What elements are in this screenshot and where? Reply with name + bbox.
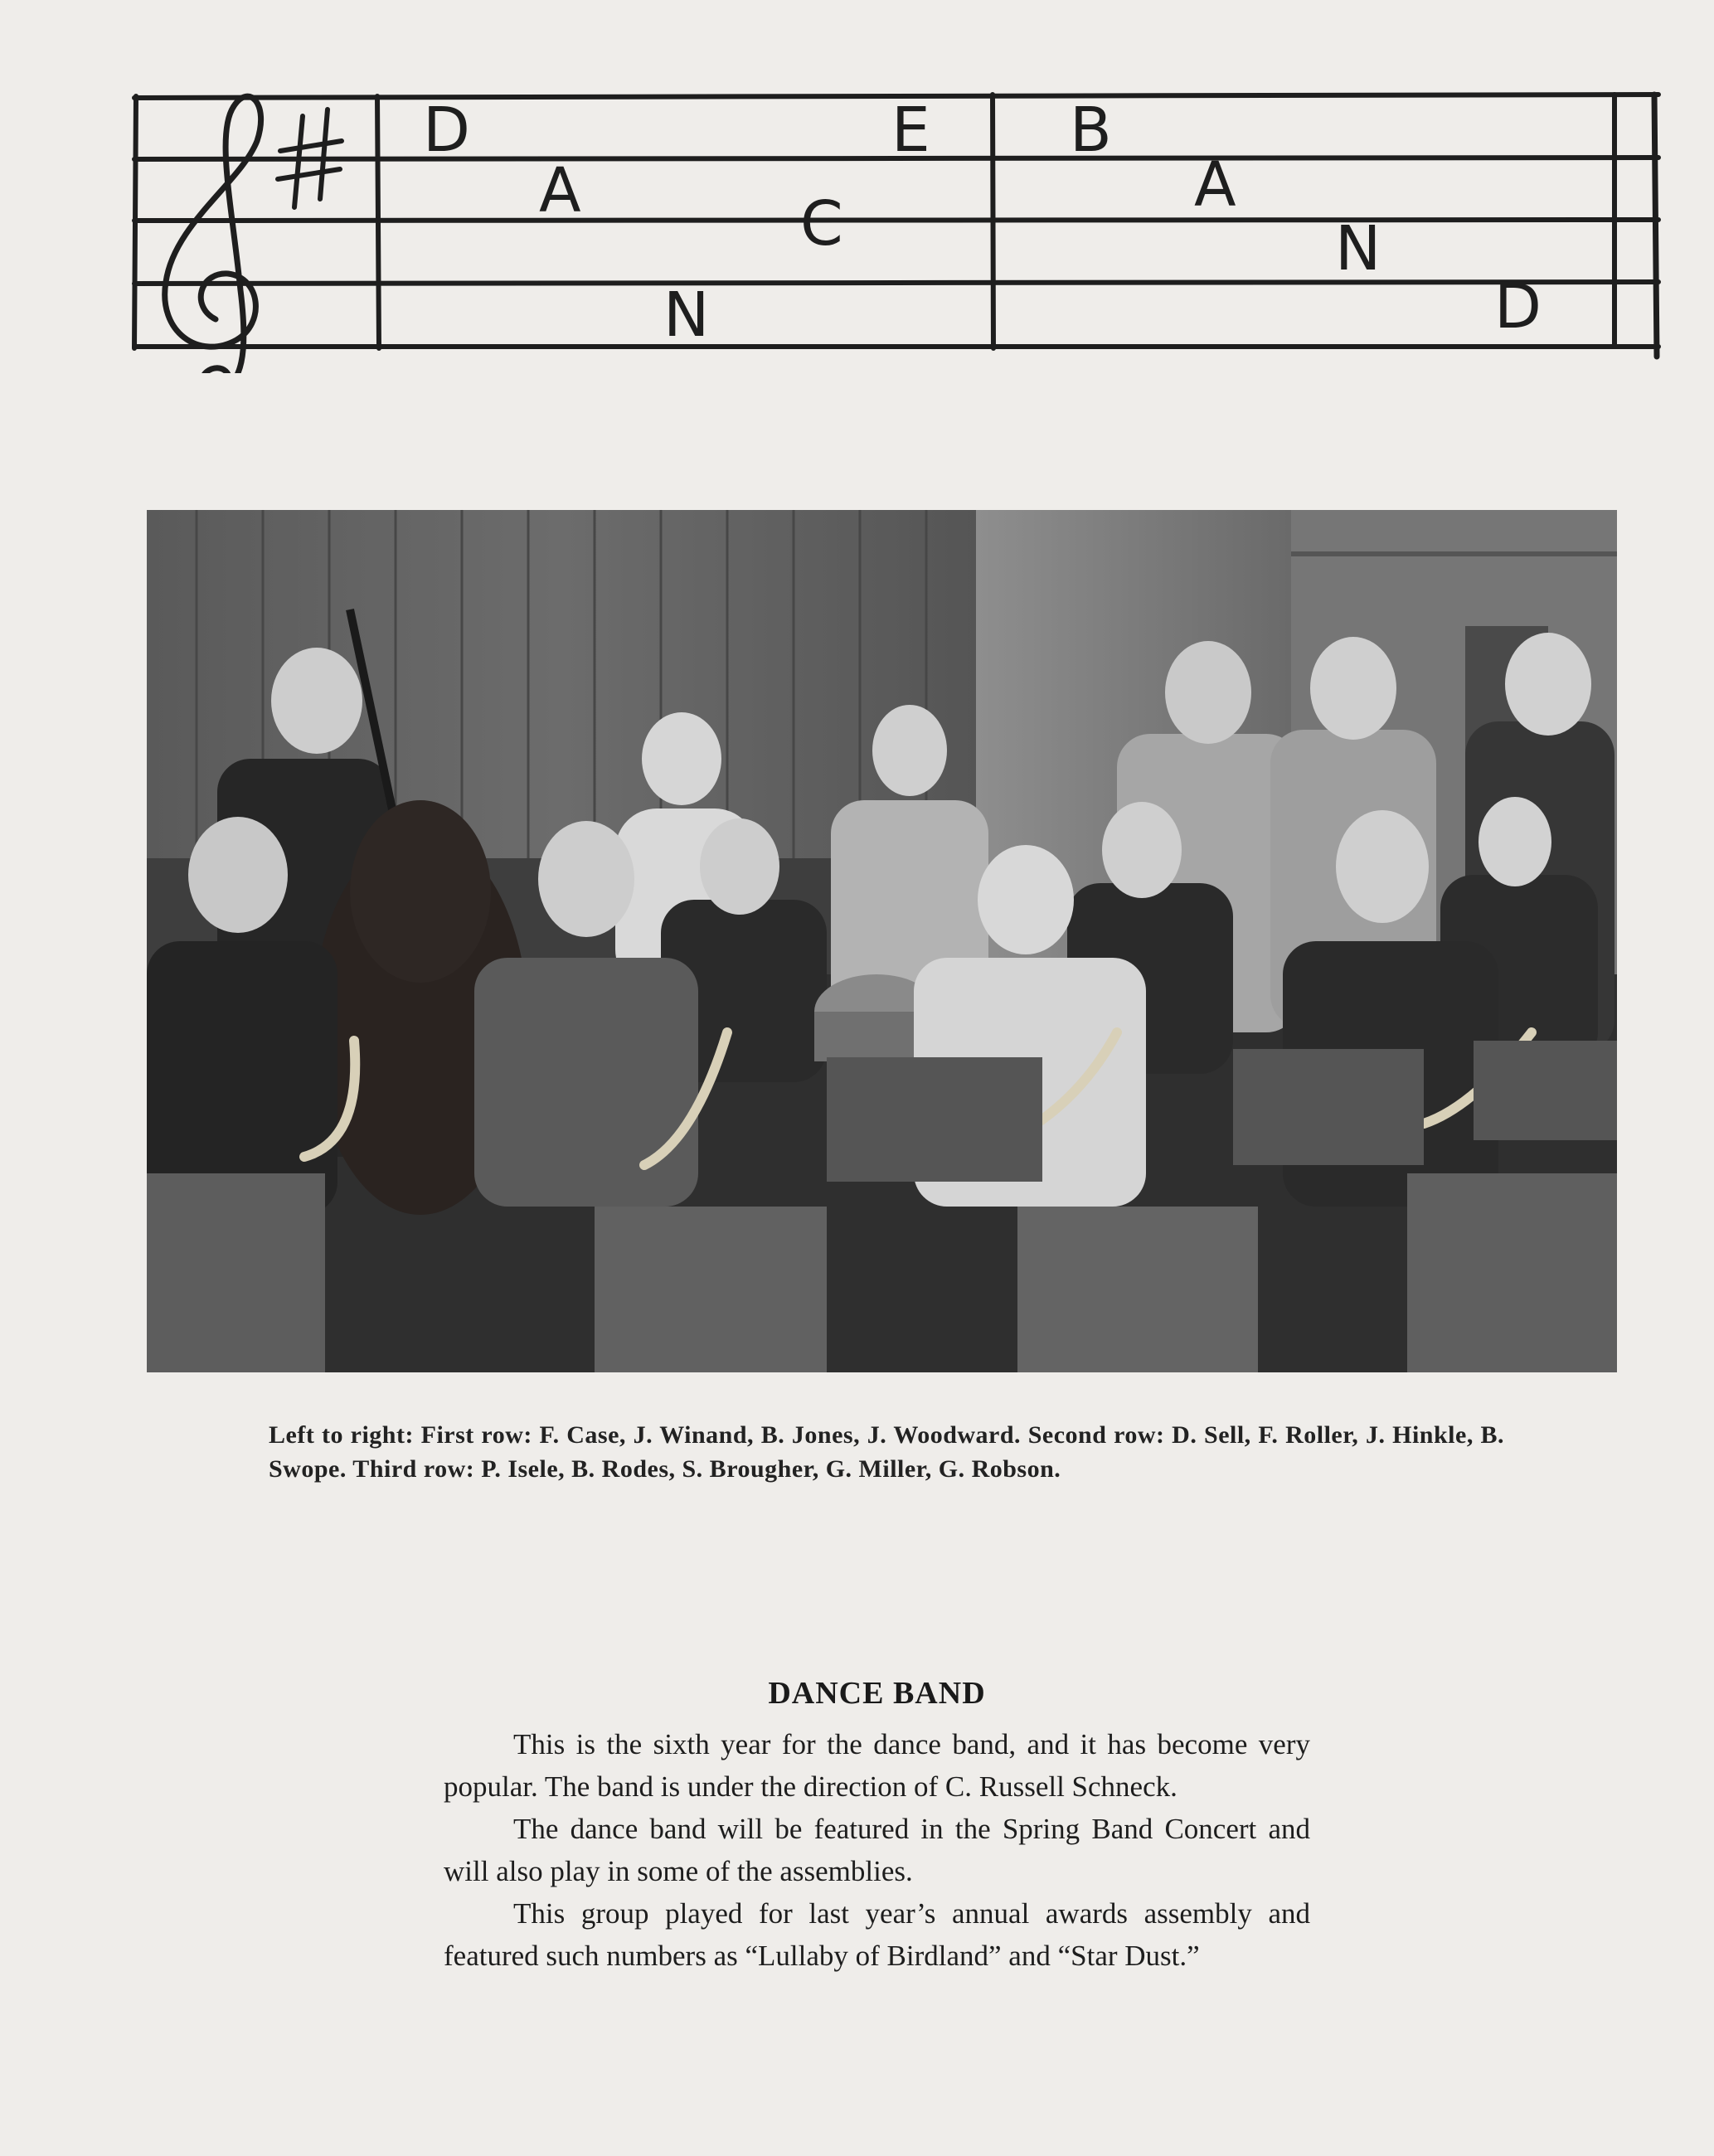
band-photo: [147, 510, 1617, 1372]
treble-clef-icon: [165, 96, 261, 373]
staff-letter-c: C: [800, 188, 843, 260]
staff-letter-d2: D: [1494, 271, 1542, 342]
staff-header: [124, 83, 1667, 373]
staff-letter-a2: A: [1194, 149, 1236, 221]
article: [444, 1675, 1310, 1977]
staff-letter-d1: D: [423, 95, 470, 166]
music-staff: [124, 83, 1667, 373]
band-photo-illustration: [147, 510, 1617, 1372]
article-paragraph-1: This is the sixth year for the dance band, and it has become very popular. The band is under the direction of C. Russell Schneck.: [444, 1728, 1310, 1803]
photo-caption: Left to right: First row: F. Case, J. Winand, B. Jones, J. Woodward. Second row: D. Sell, F. Roller, J. Hinkle, B. Swope. Third row: P. Isele, B. Rodes, S. Brougher, G. Miller, G. Robson.: [269, 1421, 1504, 1483]
staff-letter-n1: N: [663, 279, 710, 351]
staff-letter-b: B: [1070, 95, 1112, 166]
staff-letter-n2: N: [1335, 213, 1381, 284]
staff-letter-e: E: [891, 95, 930, 166]
article-paragraph-2: The dance band will be featured in the Spring Band Concert and will also play in some of the assemblies.: [444, 1813, 1310, 1887]
staff-letter-a1: A: [539, 155, 581, 226]
article-paragraph-3: This group played for last year’s annual awards assembly and featured such numbers as “Lullaby of Birdland” and “Star Dust.”: [444, 1897, 1310, 1972]
article-heading: DANCE BAND: [768, 1676, 986, 1711]
